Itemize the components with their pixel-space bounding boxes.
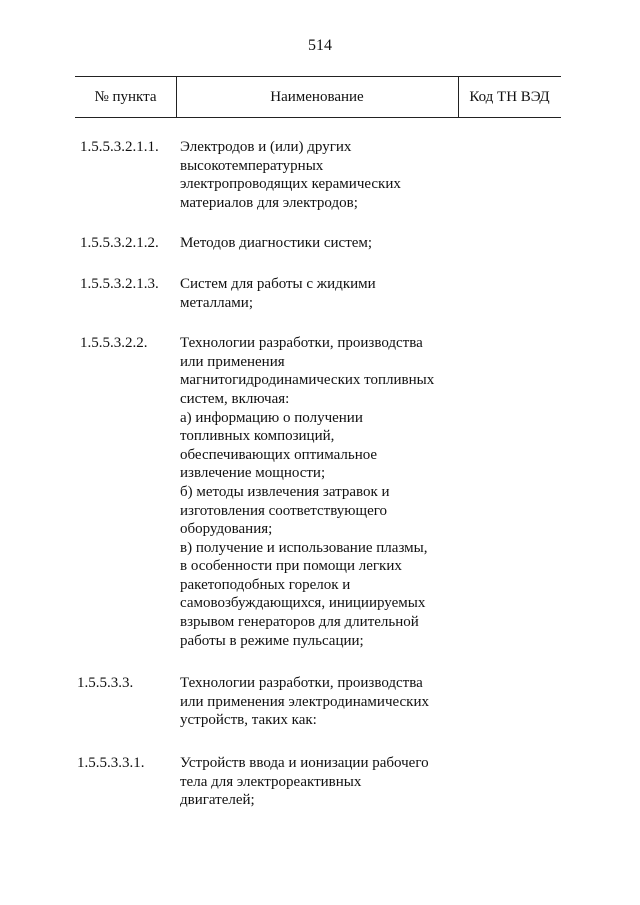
description-line: оборудования; <box>180 521 273 538</box>
description-line: магнитогидродинамических топливных <box>180 372 435 389</box>
description-line: высокотемпературных <box>180 157 324 174</box>
description-line: Методов диагностики систем; <box>180 235 373 252</box>
description-line: самовозбуждающихся, инициируемых <box>180 595 426 612</box>
description-line: или применения электродинамических <box>180 693 430 710</box>
item-number: 1.5.5.3.2.2. <box>80 335 148 352</box>
header-tn-ved-code: Код ТН ВЭД <box>469 89 550 105</box>
item-number: 1.5.5.3.3.1. <box>77 755 145 772</box>
page-number: 514 <box>308 37 332 54</box>
item-number: 1.5.5.3.2.1.3. <box>80 275 159 292</box>
description-line: Устройств ввода и ионизации рабочего <box>180 755 429 772</box>
description-line: извлечение мощности; <box>180 465 326 482</box>
description-line: Систем для работы с жидкими <box>180 275 376 292</box>
item-description <box>180 334 470 650</box>
description-line: а) информацию о получении <box>180 409 363 426</box>
description-line: изготовления соответствующего <box>180 502 388 519</box>
header-name: Наименование <box>270 89 364 105</box>
item-number: 1.5.5.3.2.1.1. <box>80 139 159 155</box>
description-line: б) методы извлечения затравок и <box>180 483 390 500</box>
list-item <box>0 674 640 730</box>
description-line: устройств, таких как: <box>180 712 317 729</box>
description-line: двигателей; <box>180 792 255 809</box>
table-header <box>75 76 561 118</box>
header-item-number: № пункта <box>94 89 157 105</box>
description-line: взрывом генераторов для длительной <box>180 614 419 631</box>
description-line: тела для электрореактивных <box>180 773 362 790</box>
description-line: Электродов и (или) других <box>180 139 352 155</box>
list-item <box>0 234 640 253</box>
list-item <box>0 754 640 810</box>
list-item <box>0 275 640 312</box>
description-line: металлами; <box>180 294 253 311</box>
description-line: систем, включая: <box>180 390 290 407</box>
item-number: 1.5.5.3.2.1.2. <box>80 235 159 252</box>
description-line: топливных композиций, <box>180 428 335 445</box>
description-line: или применения <box>180 353 285 370</box>
description-line: в) получение и использование плазмы, <box>180 539 428 556</box>
description-line: электропроводящих керамических <box>180 176 401 193</box>
description-line: Технологии разработки, производства <box>180 675 423 692</box>
description-line: материалов для электродов; <box>180 194 358 211</box>
description-line: в особенности при помощи легких <box>180 558 402 575</box>
list-item <box>0 138 640 212</box>
entries-list <box>0 138 640 810</box>
description-line: работы в режиме пульсации; <box>180 632 364 649</box>
description-line: ракетоподобных горелок и <box>180 576 351 593</box>
item-number: 1.5.5.3.3. <box>77 675 134 692</box>
list-item <box>0 334 640 650</box>
description-line: обеспечивающих оптимальное <box>180 446 378 463</box>
description-line: Технологии разработки, производства <box>180 335 423 352</box>
